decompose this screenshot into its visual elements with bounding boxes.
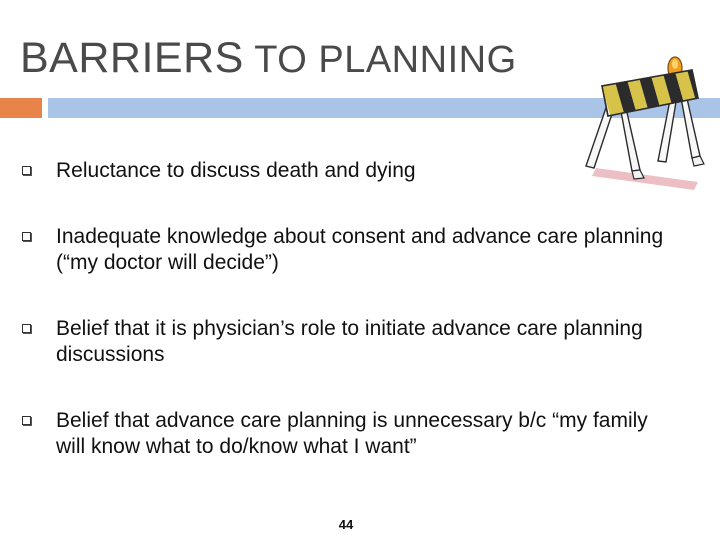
bullet-text: Belief that advance care planning is unnecessary b/c “my family will know what to do/know what I want” — [56, 409, 648, 458]
slide-title-part1: BARRIERS — [20, 34, 244, 82]
hollow-square-bullet-icon — [22, 416, 31, 425]
bullet-text: Belief that it is physician’s role to initiate advance care planning discussions — [56, 317, 643, 366]
slide-title-part2: TO PLANNING — [243, 39, 517, 81]
hollow-square-bullet-icon — [22, 232, 31, 241]
accent-bar-orange — [0, 98, 42, 118]
page-number: 44 — [338, 517, 354, 532]
bullet-text: Inadequate knowledge about consent and advance care planning (“my doctor will decide”) — [56, 225, 664, 274]
slide-title — [20, 34, 517, 83]
hollow-square-bullet-icon — [22, 166, 31, 175]
bullet-text: Reluctance to discuss death and dying — [56, 159, 416, 182]
hollow-square-bullet-icon — [22, 324, 31, 333]
